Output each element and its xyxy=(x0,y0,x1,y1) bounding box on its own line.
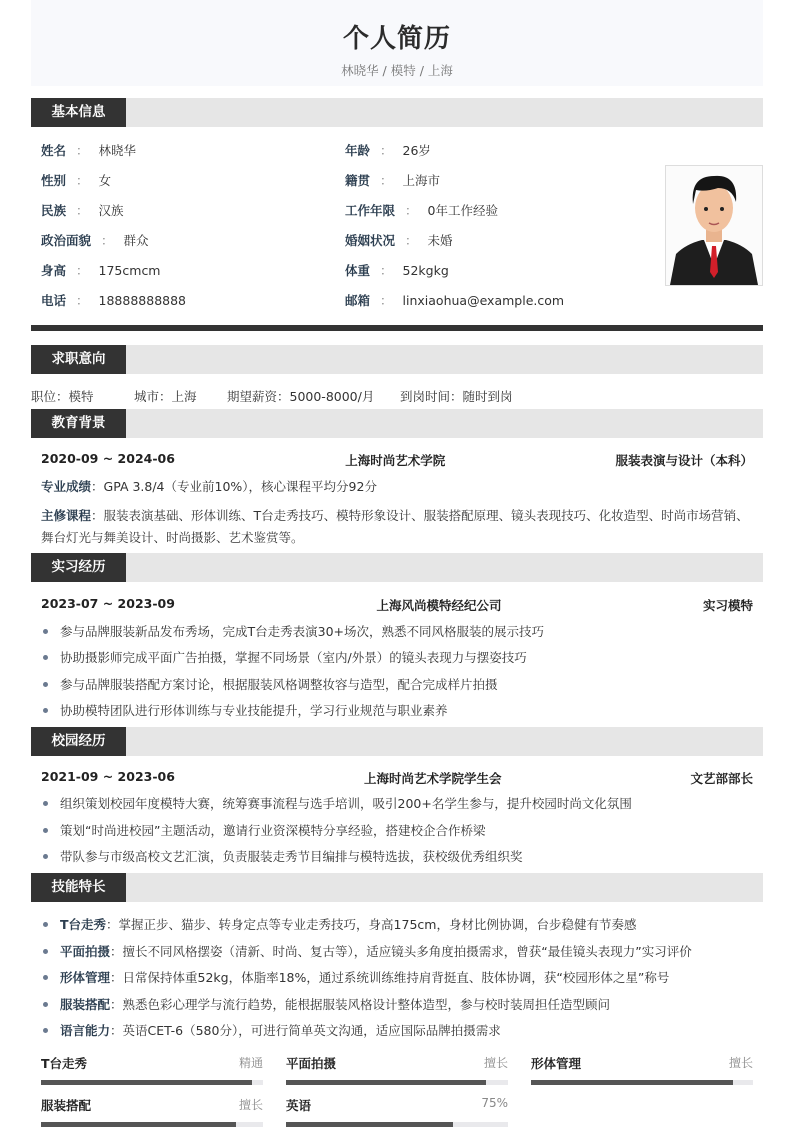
info-value: 女 xyxy=(98,173,112,188)
intern-role: 实习模特 xyxy=(702,598,753,613)
intent-city: 城市：上海 xyxy=(134,389,197,404)
list-item: 协助模特团队进行形体训练与专业技能提升，学习行业规范与职业素养 xyxy=(41,701,448,721)
skill-bar xyxy=(41,1096,263,1127)
job-intent-row xyxy=(31,387,513,407)
info-colon: ： xyxy=(76,143,89,158)
info-label: 邮箱 xyxy=(345,293,371,308)
edu-major: 服装表演与设计（本科） xyxy=(615,453,753,468)
info-colon: ： xyxy=(101,233,114,248)
skill-bar xyxy=(531,1054,753,1085)
section-internship xyxy=(31,553,763,582)
skill-bar-name: 英语 xyxy=(286,1098,312,1113)
info-label: 年龄 xyxy=(345,143,371,158)
info-value: 52kgkg xyxy=(402,263,449,278)
skill-text: ：日常保持体重52kg，体脂率18%，通过系统训练维持肩背挺直、肢体协调，获“校园形体之星”称号 xyxy=(110,970,670,985)
skill-bar-level: 精通 xyxy=(238,1056,263,1070)
info-7 xyxy=(345,231,453,251)
section-title: 校园经历 xyxy=(31,727,126,756)
progress-fill xyxy=(531,1080,733,1085)
info-6 xyxy=(41,231,149,251)
skill-label: 语言能力 xyxy=(60,1023,111,1038)
section-title: 技能特长 xyxy=(31,873,126,902)
info-label: 民族 xyxy=(41,203,67,218)
skill-bar-level: 擅长 xyxy=(483,1056,508,1070)
info-colon: ： xyxy=(405,233,418,248)
info-colon: ： xyxy=(405,203,418,218)
info-colon: ： xyxy=(380,263,393,278)
section-title: 基本信息 xyxy=(31,98,126,127)
info-1 xyxy=(345,141,431,161)
resume-page xyxy=(31,0,763,1113)
section-job-intent xyxy=(31,345,763,374)
resume-header xyxy=(31,0,763,86)
info-colon: ： xyxy=(76,173,89,188)
edu-courses: 主修课程：服装表演基础、形体训练、T台走秀技巧、模特形象设计、服装搭配原理、镜头表现技巧、化妆造型、时尚市场营销、舞台灯光与舞美设计、时尚摄影、艺术鉴赏等。 xyxy=(41,508,749,545)
info-2 xyxy=(41,171,111,191)
progress-track xyxy=(41,1080,263,1085)
section-skills xyxy=(31,873,763,902)
campus-role: 文艺部部长 xyxy=(690,771,753,786)
list-item: 带队参与市级高校文艺汇演，负责服装走秀节目编排与模特选拔，获校级优秀组织奖 xyxy=(41,847,523,867)
info-value: 26岁 xyxy=(402,143,431,158)
skill-text: ：擅长不同风格摆姿（清新、时尚、复古等），适应镜头多角度拍摄需求，曾获“最佳镜头表现力”实习评价 xyxy=(110,943,692,959)
info-9 xyxy=(345,261,449,281)
list-item: 参与品牌服装新品发布秀场，完成T台走秀表演30+场次，熟悉不同风格服装的展示技巧 xyxy=(41,622,544,642)
info-colon: ： xyxy=(76,263,89,278)
intern-header-row xyxy=(41,596,753,614)
info-value: 群众 xyxy=(123,233,149,248)
skill-label: 形体管理 xyxy=(60,970,111,985)
progress-fill xyxy=(286,1080,486,1085)
skill-bar-name: T台走秀 xyxy=(41,1056,88,1071)
info-label: 性别 xyxy=(41,173,67,188)
skill-bar-level: 擅长 xyxy=(728,1056,753,1070)
skill-bar xyxy=(286,1054,508,1085)
list-item: 策划“时尚进校园”主题活动，邀请行业资深模特分享经验，搭建校企合作桥梁 xyxy=(41,821,485,841)
skill-bar xyxy=(41,1054,263,1085)
info-colon: ： xyxy=(76,293,89,308)
edu-school: 上海时尚艺术学院 xyxy=(345,453,446,468)
progress-track xyxy=(531,1080,753,1085)
info-0 xyxy=(41,141,136,161)
skill-bar-level: 75% xyxy=(481,1096,508,1110)
section-campus xyxy=(31,727,763,756)
skill-text: ：掌握正步、猫步、转身定点等专业走秀技巧，身高175cm，身材比例协调，台步稳健有节奏感 xyxy=(106,917,637,932)
info-value: 林晓华 xyxy=(98,143,137,158)
intent-position: 职位：模特 xyxy=(31,389,94,404)
info-value: 汉族 xyxy=(98,203,124,218)
section-title: 实习经历 xyxy=(31,553,126,582)
info-label: 身高 xyxy=(41,263,67,278)
info-value: 上海市 xyxy=(402,173,441,188)
info-colon: ： xyxy=(76,203,89,218)
info-label: 籍贯 xyxy=(345,173,371,188)
info-label: 体重 xyxy=(345,263,371,278)
info-value: linxiaohua@example.com xyxy=(402,293,565,308)
info-label: 姓名 xyxy=(41,143,67,158)
intern-org: 上海风尚模特经纪公司 xyxy=(376,598,502,613)
skill-label: 平面拍摄 xyxy=(60,943,111,959)
info-label: 政治面貌 xyxy=(41,233,92,248)
info-label: 工作年限 xyxy=(345,203,396,218)
skill-item xyxy=(41,915,636,935)
info-colon: ： xyxy=(380,173,393,188)
list-item: 协助摄影师完成平面广告拍摄，掌握不同场景（室内/外景）的镜头表现力与摆姿技巧 xyxy=(41,648,527,668)
divider xyxy=(31,325,763,331)
skill-item xyxy=(41,942,692,962)
section-education xyxy=(31,409,763,438)
list-item: 参与品牌服装搭配方案讨论，根据服装风格调整妆容与造型，配合完成样片拍摄 xyxy=(41,675,498,695)
info-colon: ： xyxy=(380,143,393,158)
intent-start: 到岗时间：随时到岗 xyxy=(400,389,513,404)
progress-track xyxy=(286,1080,508,1085)
info-value: 175cmcm xyxy=(98,263,161,278)
skill-label: 服装搭配 xyxy=(60,996,111,1012)
skill-bar-name: 形体管理 xyxy=(531,1056,582,1071)
info-value: 未婚 xyxy=(427,233,453,248)
skill-bar-level: 擅长 xyxy=(238,1098,263,1112)
info-5 xyxy=(345,201,498,221)
page-subtitle: 林晓华 / 模特 / 上海 xyxy=(341,63,453,78)
progress-fill xyxy=(41,1080,252,1085)
skill-bar-name: 服装搭配 xyxy=(41,1098,92,1113)
page-title: 个人简历 xyxy=(342,24,451,54)
intern-date: 2023-07 ~ 2023-09 xyxy=(41,596,175,611)
info-4 xyxy=(41,201,124,221)
skill-item xyxy=(41,1021,501,1041)
campus-header-row xyxy=(41,769,753,787)
avatar-photo xyxy=(665,165,763,286)
skill-text: ：英语CET-6（580分），可进行简单英文沟通，适应国际品牌拍摄需求 xyxy=(110,1023,501,1038)
info-label: 电话 xyxy=(41,293,67,308)
campus-org: 上海时尚艺术学院学生会 xyxy=(363,771,502,786)
edu-date: 2020-09 ~ 2024-06 xyxy=(41,451,175,466)
avatar-icon xyxy=(666,166,762,285)
skill-label: T台走秀 xyxy=(60,917,107,932)
info-3 xyxy=(345,171,440,191)
section-title: 求职意向 xyxy=(31,345,126,374)
info-value: 18888888888 xyxy=(98,293,187,308)
list-item: 组织策划校园年度模特大赛，统筹赛事流程与选手培训，吸引200+名学生参与，提升校园时尚文化氛围 xyxy=(41,794,632,814)
info-11 xyxy=(345,291,564,311)
skill-bar xyxy=(286,1096,508,1127)
section-title: 教育背景 xyxy=(31,409,126,438)
skill-bar-name: 平面拍摄 xyxy=(286,1056,337,1071)
edu-score: 专业成绩：GPA 3.8/4（专业前10%），核心课程平均分92分 xyxy=(41,479,377,494)
info-label: 婚姻状况 xyxy=(345,233,396,248)
info-8 xyxy=(41,261,161,281)
info-10 xyxy=(41,291,186,311)
skill-item xyxy=(41,968,669,988)
info-colon: ： xyxy=(380,293,393,308)
section-basic-info xyxy=(31,98,763,127)
intent-salary: 期望薪资：5000-8000/月 xyxy=(227,389,375,404)
info-value: 0年工作经验 xyxy=(427,203,498,218)
campus-date: 2021-09 ~ 2023-06 xyxy=(41,769,175,784)
skill-text: ：熟悉色彩心理学与流行趋势，能根据服装风格设计整体造型，参与校时装周担任造型顾问 xyxy=(110,996,611,1012)
edu-header-row xyxy=(41,451,753,469)
skill-item xyxy=(41,995,610,1015)
